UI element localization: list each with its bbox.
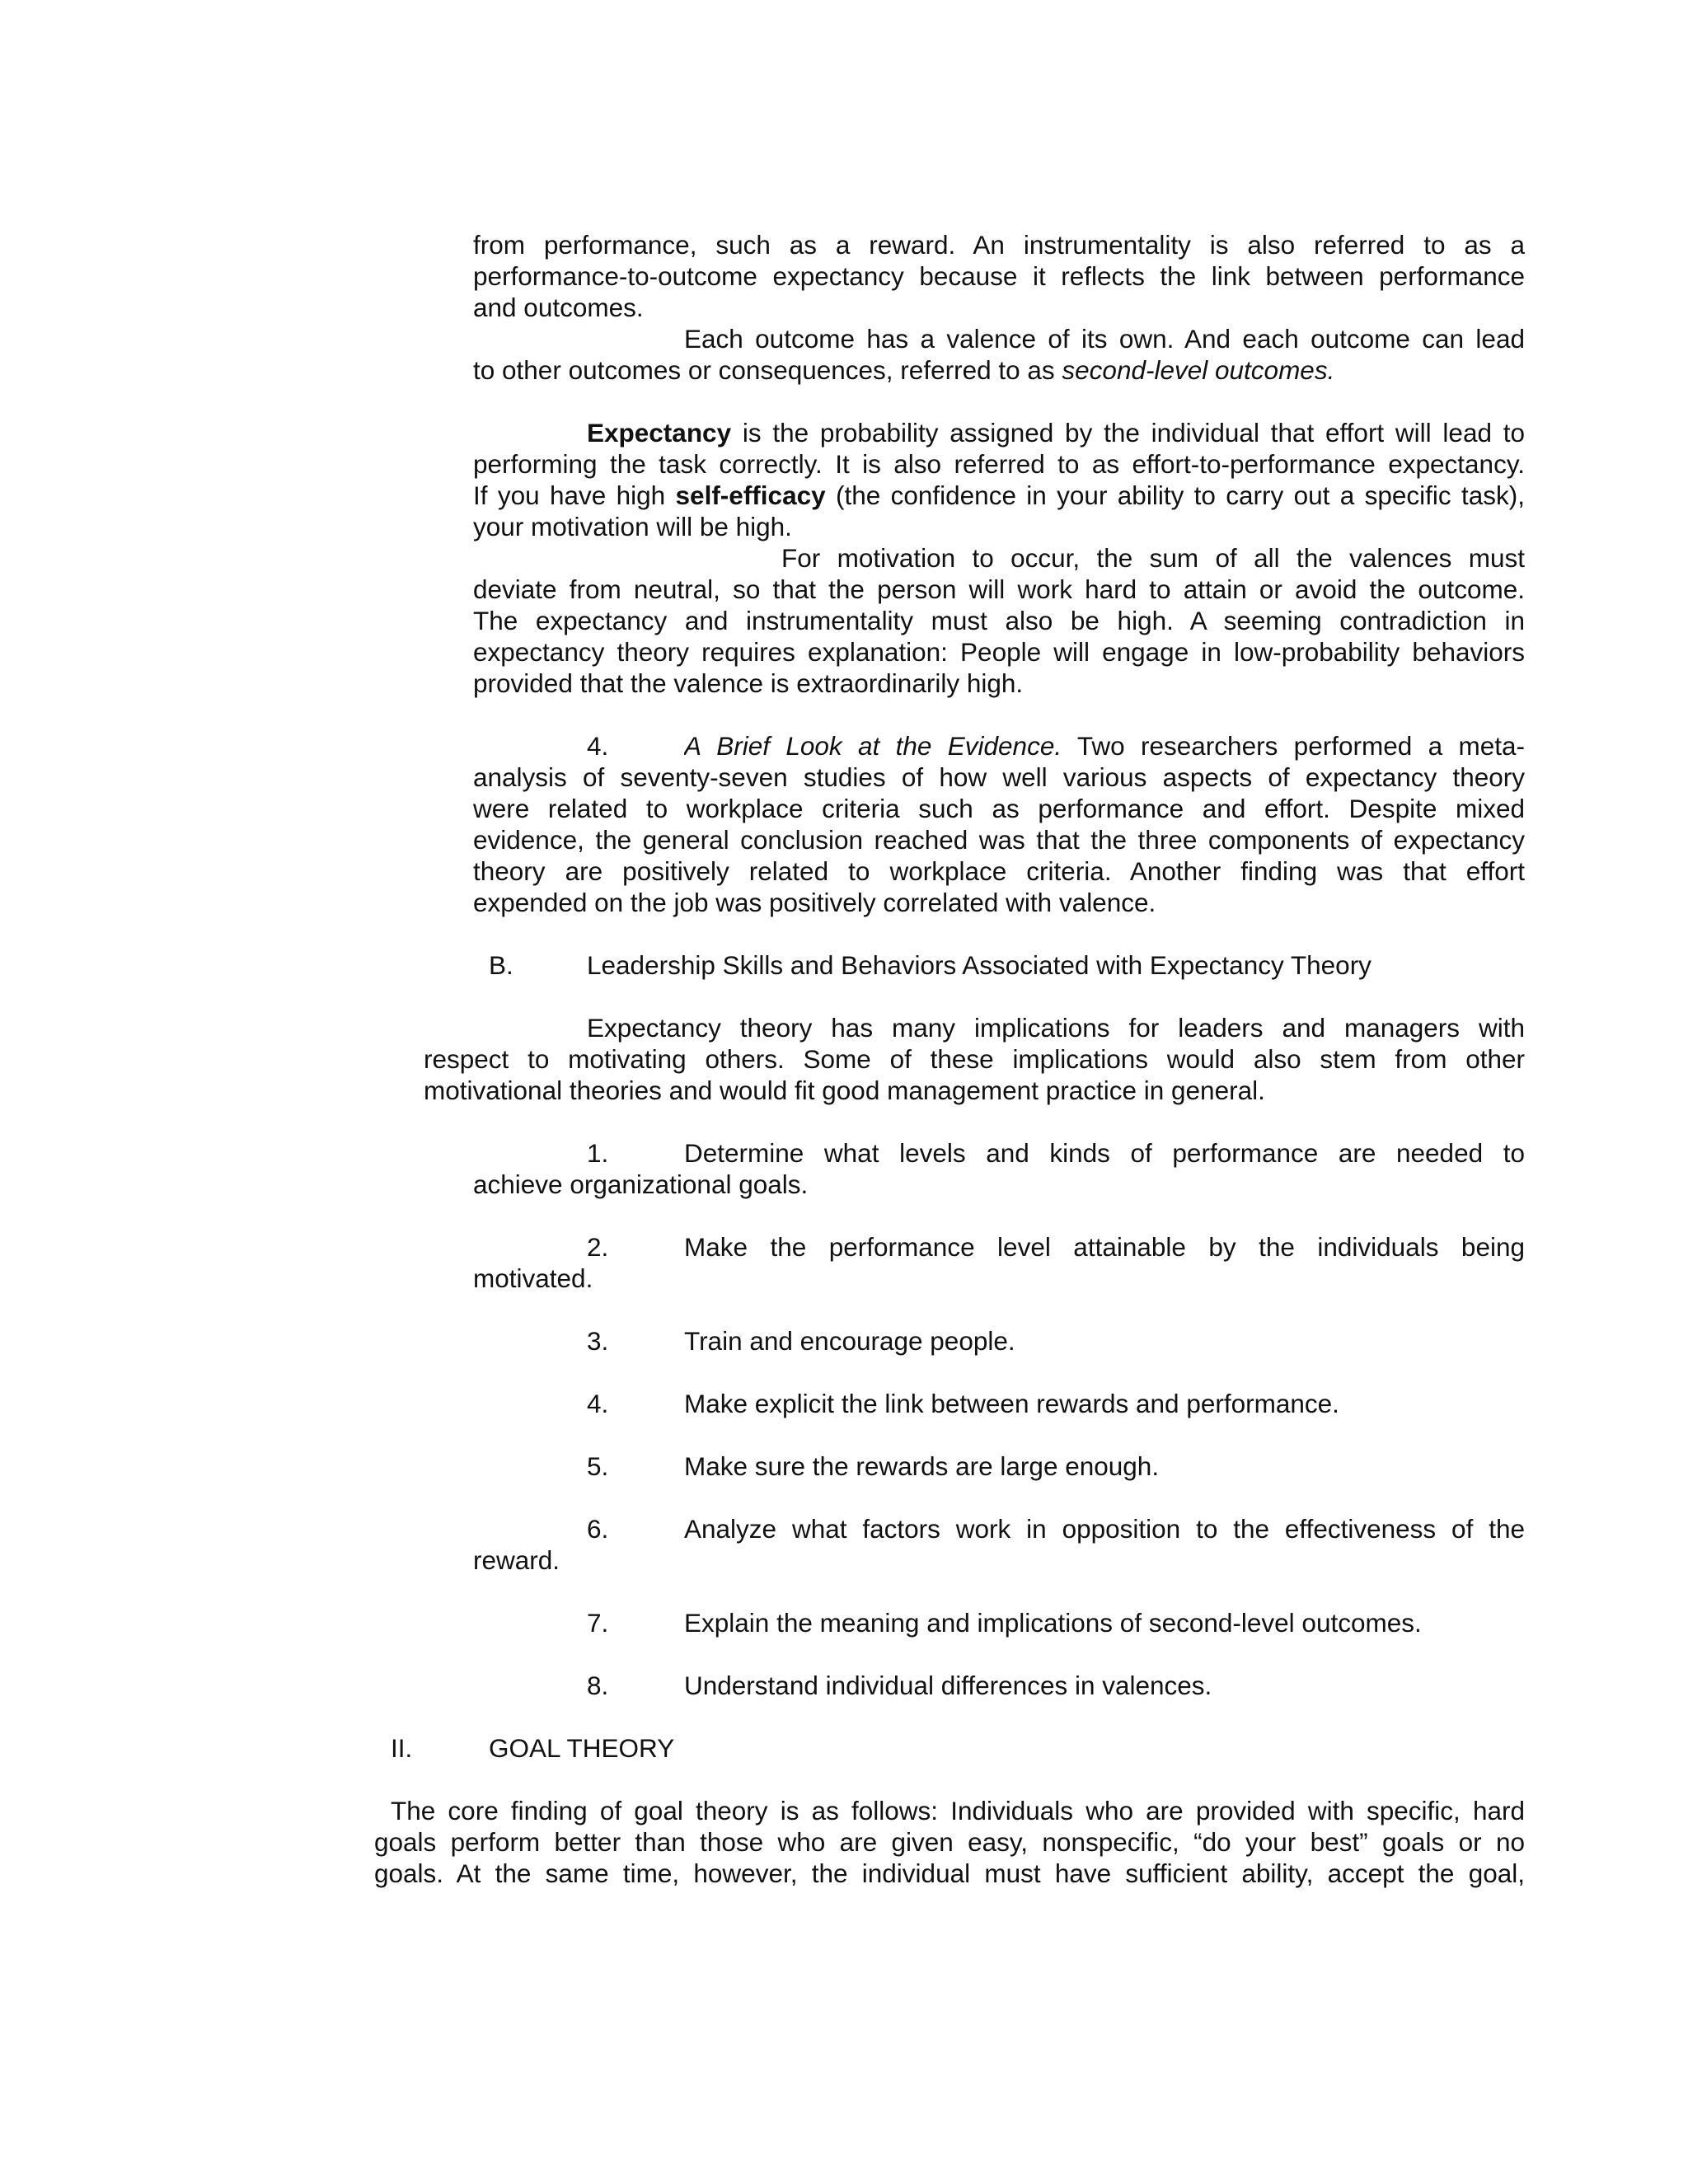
list-item-number: 1.	[587, 1138, 609, 1168]
evidence-line-5: theory are positively related to workplace criteria. Another finding was that effort	[473, 856, 1525, 886]
list-item-number: 2.	[587, 1232, 609, 1262]
expectancy-definition: is the probability assigned by the individual that effort will lead to	[731, 418, 1525, 448]
expectancy-text: If you have high	[473, 480, 676, 510]
list-item-text-continued: motivated.	[473, 1263, 593, 1293]
paragraph-motivation-line-3: The expectancy and instrumentality must also be high. A seeming contradiction in	[473, 606, 1525, 635]
paragraph-instrumentality-line-2: performance-to-outcome expectancy because it reflects the link between performance	[473, 261, 1525, 291]
paragraph-instrumentality-line-3: and outcomes.	[473, 293, 644, 322]
list-item-number: 3.	[587, 1326, 609, 1356]
list-item-text-continued: achieve organizational goals.	[473, 1169, 809, 1199]
implications-line-1: Expectancy theory has many implications for leaders and managers with	[587, 1013, 1525, 1043]
paragraph-outcome-line-1: Each outcome has a valence of its own. And each outcome can lead	[684, 324, 1525, 354]
evidence-line-6: expended on the job was positively correlated with valence.	[473, 888, 1156, 917]
paragraph-motivation-line-1: For motivation to occur, the sum of all the valences must	[781, 543, 1525, 573]
paragraph-expectancy-line-4: your motivation will be high.	[473, 512, 792, 541]
paragraph-expectancy-line-3	[473, 480, 1525, 511]
list-item-number: 4.	[587, 1389, 609, 1418]
goal-theory-line-3: goals. At the same time, however, the individual must have sufficient ability, accept the goal,	[374, 1858, 1525, 1888]
list-item-text: Make explicit the link between rewards and performance.	[684, 1389, 1339, 1418]
expectancy-term: Expectancy	[587, 418, 732, 448]
list-item-number: 8.	[587, 1671, 609, 1700]
paragraph-motivation-line-5: provided that the valence is extraordinarily high.	[473, 668, 1024, 698]
evidence-line-3: were related to workplace criteria such as performance and effort. Despite mixed	[473, 794, 1525, 823]
paragraph-expectancy-line-1	[587, 417, 1525, 448]
list-item-text: Train and encourage people.	[684, 1326, 1015, 1356]
list-item-text: Understand individual differences in valences.	[684, 1671, 1212, 1700]
paragraph-instrumentality-line-1: from performance, such as a reward. An instrumentality is also referred to as a	[473, 230, 1525, 260]
list-item-number: 6.	[587, 1514, 609, 1544]
list-item-text: Make sure the rewards are large enough.	[684, 1451, 1160, 1481]
evidence-line-4: evidence, the general conclusion reached was that the three components of expectancy	[473, 825, 1525, 855]
list-item-text: Make the performance level attainable by the individuals being	[684, 1232, 1525, 1262]
second-level-outcomes-term: second-level outcomes.	[1062, 355, 1335, 385]
self-efficacy-definition: (the confidence in your ability to carry out a specific task),	[825, 480, 1525, 510]
evidence-line-1	[684, 730, 1525, 762]
paragraph-outcome-text: to other outcomes or consequences, referred to as	[473, 355, 1062, 385]
section-b-label: B.	[489, 950, 513, 980]
implications-line-3: motivational theories and would fit good management practice in general.	[424, 1076, 1265, 1105]
section-ii-label: II.	[391, 1733, 413, 1763]
list-item-text: Explain the meaning and implications of second-level outcomes.	[684, 1608, 1422, 1638]
paragraph-motivation-line-4: expectancy theory requires explanation: People will engage in low-probability behaviors	[473, 637, 1525, 667]
list-item-number: 5.	[587, 1451, 609, 1481]
self-efficacy-term: self-efficacy	[675, 480, 826, 510]
evidence-item-number: 4.	[587, 731, 609, 761]
paragraph-outcome-line-2	[473, 354, 1334, 386]
evidence-text: Two researchers performed a meta-	[1076, 731, 1525, 761]
paragraph-motivation-line-2: deviate from neutral, so that the person will work hard to attain or avoid the outcome.	[473, 574, 1525, 604]
evidence-heading: A Brief Look at the Evidence.	[684, 731, 1062, 761]
list-item-number: 7.	[587, 1608, 609, 1638]
paragraph-expectancy-line-2: performing the task correctly. It is also referred to as effort-to-performance expectancy.	[473, 449, 1525, 479]
goal-theory-line-2: goals perform better than those who are given easy, nonspecific, “do your best” goals or no	[374, 1827, 1525, 1857]
implications-line-2: respect to motivating others. Some of these implications would also stem from other	[424, 1044, 1525, 1074]
goal-theory-line-1: The core finding of goal theory is as follows: Individuals who are provided with specific, hard	[391, 1796, 1525, 1825]
list-item-text: Determine what levels and kinds of performance are needed to	[684, 1138, 1525, 1168]
list-item-text-continued: reward.	[473, 1545, 560, 1575]
evidence-line-2: analysis of seventy-seven studies of how well various aspects of expectancy theory	[473, 762, 1525, 792]
section-b-title: Leadership Skills and Behaviors Associated with Expectancy Theory	[587, 950, 1372, 980]
list-item-text: Analyze what factors work in opposition to the effectiveness of the	[684, 1514, 1525, 1544]
section-ii-title: GOAL THEORY	[489, 1733, 675, 1763]
